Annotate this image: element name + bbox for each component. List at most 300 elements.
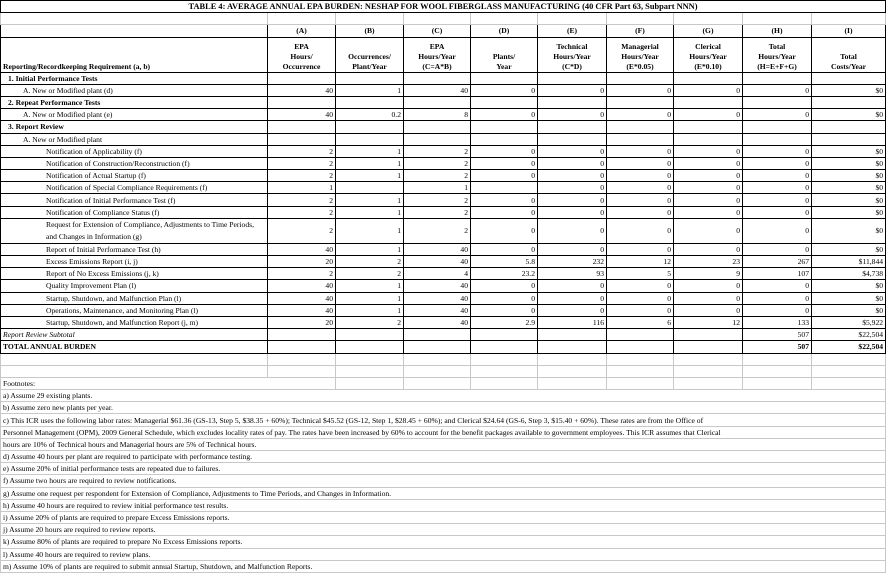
- column-header: [404, 37, 471, 72]
- footnote: Personnel Management (OPM), 2009 General Schedule, which excludes locality rates of pay. The rates have been increased by 60% to account for the benefit packages available to government employees. This ICR assumes that Clerical: [1, 426, 886, 438]
- value-cell: 0: [743, 218, 812, 243]
- row-label: Report of Initial Performance Test (h): [1, 243, 268, 255]
- value-cell: $22,504: [812, 329, 886, 341]
- footnote-row: [1, 390, 886, 402]
- footnote: e) Assume 20% of initial performance tests are repeated due to failures.: [1, 463, 886, 475]
- value-cell: 0: [471, 109, 538, 121]
- value-cell: 0: [743, 194, 812, 206]
- value-cell: 232: [538, 256, 607, 268]
- footnote-row: [1, 463, 886, 475]
- value-cell: 6: [607, 316, 674, 328]
- column-header-line: (C=A*B): [422, 61, 452, 71]
- column-letter: (H): [743, 25, 812, 37]
- value-cell: 1: [336, 304, 404, 316]
- value-cell: $5,922: [812, 316, 886, 328]
- footnote-row: [1, 548, 886, 560]
- row-label: Report Review Subtotal: [1, 329, 268, 341]
- value-cell: 0: [674, 243, 743, 255]
- column-header-line: Hours/Year: [553, 51, 591, 61]
- value-cell: 2: [336, 316, 404, 328]
- value-cell: $0: [812, 218, 886, 243]
- column-header: [336, 37, 404, 72]
- value-cell: 0: [607, 243, 674, 255]
- value-cell: 0: [538, 194, 607, 206]
- value-cell: [268, 96, 336, 108]
- value-cell: 2: [268, 206, 336, 218]
- row-label: Notification of Construction/Reconstruction (f): [1, 157, 268, 169]
- value-cell: 0: [471, 157, 538, 169]
- column-header-line: Hours/Year: [689, 51, 727, 61]
- value-cell: [471, 121, 538, 133]
- value-cell: 2: [404, 157, 471, 169]
- value-cell: $0: [812, 182, 886, 194]
- column-header-row: [1, 37, 886, 72]
- value-cell: 1: [336, 243, 404, 255]
- row-label: Notification of Initial Performance Test (f): [1, 194, 268, 206]
- footnote: k) Assume 80% of plants are required to prepare No Excess Emissions reports.: [1, 536, 886, 548]
- value-cell: [538, 96, 607, 108]
- value-cell: 40: [268, 243, 336, 255]
- value-cell: [538, 72, 607, 84]
- value-cell: 20: [268, 316, 336, 328]
- footnote-row: [1, 487, 886, 499]
- row-label: Notification of Special Compliance Requirements (f): [1, 182, 268, 194]
- value-cell: [674, 133, 743, 145]
- value-cell: 0: [607, 170, 674, 182]
- value-cell: 9: [674, 268, 743, 280]
- value-cell: 40: [404, 292, 471, 304]
- value-cell: $0: [812, 145, 886, 157]
- value-cell: [336, 121, 404, 133]
- table-row: [1, 256, 886, 268]
- table-row: [1, 243, 886, 255]
- value-cell: [471, 133, 538, 145]
- value-cell: 12: [674, 316, 743, 328]
- value-cell: 0: [674, 145, 743, 157]
- column-header-line: Hours/: [290, 51, 313, 61]
- column-letter: (F): [607, 25, 674, 37]
- footnote-row: [1, 475, 886, 487]
- value-cell: 40: [268, 292, 336, 304]
- value-cell: [607, 72, 674, 84]
- value-cell: 40: [404, 304, 471, 316]
- column-header-line: Technical: [556, 41, 588, 51]
- value-cell: $0: [812, 280, 886, 292]
- value-cell: 0: [674, 292, 743, 304]
- value-cell: 0: [743, 170, 812, 182]
- footnotes-title-row: [1, 377, 886, 389]
- footnote: g) Assume one request per respondent for Extension of Compliance, Adjustments to Time Periods, and Changes in Information.: [1, 487, 886, 499]
- row-label: A. New or Modified plant (e): [1, 109, 268, 121]
- value-cell: [404, 96, 471, 108]
- value-cell: $0: [812, 292, 886, 304]
- column-letter: (C): [404, 25, 471, 37]
- value-cell: 0: [743, 182, 812, 194]
- row-label: TOTAL ANNUAL BURDEN: [1, 341, 268, 353]
- column-header-line: Total: [840, 51, 857, 61]
- value-cell: 267: [743, 256, 812, 268]
- column-letter: (A): [268, 25, 336, 37]
- value-cell: [268, 121, 336, 133]
- value-cell: [607, 133, 674, 145]
- value-cell: 40: [268, 84, 336, 96]
- column-header-line: Managerial: [621, 41, 659, 51]
- value-cell: 0: [471, 280, 538, 292]
- value-cell: 507: [743, 329, 812, 341]
- value-cell: 0: [538, 84, 607, 96]
- value-cell: 0: [607, 84, 674, 96]
- value-cell: 23.2: [471, 268, 538, 280]
- column-letter: (G): [674, 25, 743, 37]
- value-cell: 0: [471, 170, 538, 182]
- value-cell: [404, 72, 471, 84]
- value-cell: 0: [471, 194, 538, 206]
- value-cell: 12: [607, 256, 674, 268]
- value-cell: [404, 121, 471, 133]
- table-row: [1, 206, 886, 218]
- value-cell: [336, 133, 404, 145]
- row-label: Notification of Applicability (f): [1, 145, 268, 157]
- value-cell: 0: [538, 280, 607, 292]
- value-cell: 40: [404, 316, 471, 328]
- value-cell: 0: [674, 280, 743, 292]
- value-cell: 507: [743, 341, 812, 353]
- column-header-line: [338, 42, 401, 52]
- value-cell: 40: [404, 280, 471, 292]
- footnotes-title: Footnotes:: [1, 377, 268, 389]
- value-cell: 0: [538, 206, 607, 218]
- value-cell: 0: [538, 145, 607, 157]
- footnote-row: [1, 511, 886, 523]
- value-cell: 0: [607, 304, 674, 316]
- footnote: j) Assume 20 hours are required to review reports.: [1, 524, 886, 536]
- table-row: [1, 292, 886, 304]
- value-cell: [471, 182, 538, 194]
- value-cell: 1: [336, 292, 404, 304]
- column-header-line: EPA: [294, 41, 309, 51]
- column-header: [471, 37, 538, 72]
- column-header-line: Year: [496, 61, 512, 71]
- column-header-line: [473, 42, 535, 52]
- value-cell: 2: [336, 268, 404, 280]
- column-header: [812, 37, 886, 72]
- row-label: A. New or Modified plant: [1, 133, 268, 145]
- value-cell: 1: [268, 182, 336, 194]
- value-cell: 2: [268, 218, 336, 243]
- value-cell: 0: [674, 109, 743, 121]
- value-cell: [743, 72, 812, 84]
- title-row: [1, 1, 886, 13]
- value-cell: 0: [607, 145, 674, 157]
- value-cell: 23: [674, 256, 743, 268]
- value-cell: [812, 72, 886, 84]
- value-cell: [336, 182, 404, 194]
- value-cell: 0: [674, 84, 743, 96]
- footnote-row: [1, 438, 886, 450]
- table-row: [1, 194, 886, 206]
- value-cell: 0: [674, 182, 743, 194]
- value-cell: [268, 341, 336, 353]
- section-row: [1, 96, 886, 108]
- value-cell: [674, 329, 743, 341]
- value-cell: [743, 121, 812, 133]
- footnote: b) Assume zero new plants per year.: [1, 402, 886, 414]
- footnote-row: [1, 560, 886, 572]
- column-header-line: Costs/Year: [831, 61, 867, 71]
- value-cell: 1: [336, 218, 404, 243]
- table-row: [1, 145, 886, 157]
- column-header-line: (C*D): [562, 61, 582, 71]
- value-cell: 0: [743, 109, 812, 121]
- value-cell: 2: [404, 194, 471, 206]
- value-cell: [538, 121, 607, 133]
- value-cell: 0: [538, 304, 607, 316]
- value-cell: 2: [268, 157, 336, 169]
- value-cell: 2: [268, 145, 336, 157]
- footnote-row: [1, 451, 886, 463]
- value-cell: $0: [812, 243, 886, 255]
- value-cell: [336, 96, 404, 108]
- column-header: [268, 37, 336, 72]
- section-label: 3. Report Review: [1, 121, 268, 133]
- value-cell: 0: [743, 145, 812, 157]
- value-cell: 0: [538, 170, 607, 182]
- value-cell: 116: [538, 316, 607, 328]
- footnote: d) Assume 40 hours per plant are required to participate with performance testing.: [1, 451, 886, 463]
- value-cell: [471, 72, 538, 84]
- value-cell: $0: [812, 304, 886, 316]
- footnote-row: [1, 402, 886, 414]
- value-cell: $0: [812, 206, 886, 218]
- row-label: Startup, Shutdown, and Malfunction Plan (l): [1, 292, 268, 304]
- value-cell: 0: [471, 243, 538, 255]
- section-row: [1, 121, 886, 133]
- value-cell: 0: [607, 157, 674, 169]
- footnote: c) This ICR uses the following labor rates: Managerial $61.36 (GS-13, Step 5, $38.35 + 60%); Technical $45.52 (GS-12, Step 1, $28.45 + 60%); and Clerical $24.64 (GS-6, Step 3, $15.40 + 60%). These rates are from the Office of: [1, 414, 886, 426]
- value-cell: $0: [812, 109, 886, 121]
- value-cell: 0: [607, 194, 674, 206]
- value-cell: $11,844: [812, 256, 886, 268]
- footnote-row: [1, 414, 886, 426]
- value-cell: 0: [538, 157, 607, 169]
- value-cell: $22,504: [812, 341, 886, 353]
- row-label: Quality Improvement Plan (l): [1, 280, 268, 292]
- value-cell: 0: [743, 280, 812, 292]
- value-cell: 0: [607, 206, 674, 218]
- value-cell: 0: [538, 292, 607, 304]
- value-cell: 1: [404, 182, 471, 194]
- value-cell: $0: [812, 194, 886, 206]
- value-cell: 0: [743, 84, 812, 96]
- value-cell: 40: [404, 84, 471, 96]
- value-cell: 1: [336, 206, 404, 218]
- column-header-line: (H=E+F+G): [757, 61, 797, 71]
- value-cell: 93: [538, 268, 607, 280]
- value-cell: 40: [268, 280, 336, 292]
- footnote-row: [1, 524, 886, 536]
- value-cell: 0: [538, 218, 607, 243]
- value-cell: [268, 133, 336, 145]
- column-header: [538, 37, 607, 72]
- value-cell: [404, 341, 471, 353]
- column-header-line: Hours/Year: [621, 51, 659, 61]
- value-cell: [471, 341, 538, 353]
- value-cell: 0.2: [336, 109, 404, 121]
- value-cell: 1: [336, 157, 404, 169]
- table-row: [1, 304, 886, 316]
- footnote: m) Assume 10% of plants are required to submit annual Startup, Shutdown, and Malfunction Reports.: [1, 560, 886, 572]
- value-cell: [336, 329, 404, 341]
- value-cell: [812, 133, 886, 145]
- table-row: [1, 182, 886, 194]
- row-label: Notification of Compliance Status (f): [1, 206, 268, 218]
- value-cell: [674, 121, 743, 133]
- column-header-line: Clerical: [695, 41, 721, 51]
- value-cell: $0: [812, 170, 886, 182]
- value-cell: $0: [812, 157, 886, 169]
- column-header: [674, 37, 743, 72]
- value-cell: 40: [268, 109, 336, 121]
- value-cell: 5.8: [471, 256, 538, 268]
- row-label: A. New or Modified plant (d): [1, 84, 268, 96]
- column-header-line: Hours/Year: [758, 51, 796, 61]
- footnote: hours are 10% of Technical hours and Managerial hours are 5% of Technical hours.: [1, 438, 886, 450]
- footnote-row: [1, 536, 886, 548]
- value-cell: 0: [743, 243, 812, 255]
- value-cell: [336, 341, 404, 353]
- column-letter: (D): [471, 25, 538, 37]
- value-cell: [812, 96, 886, 108]
- column-header: [743, 37, 812, 72]
- value-cell: 0: [743, 304, 812, 316]
- table-row: [1, 218, 886, 243]
- value-cell: 40: [404, 256, 471, 268]
- value-cell: 133: [743, 316, 812, 328]
- value-cell: 5: [607, 268, 674, 280]
- value-cell: 0: [674, 304, 743, 316]
- value-cell: [471, 96, 538, 108]
- value-cell: 107: [743, 268, 812, 280]
- footnote: a) Assume 29 existing plants.: [1, 390, 886, 402]
- blank-cell: [1, 25, 268, 37]
- value-cell: [538, 329, 607, 341]
- value-cell: $4,738: [812, 268, 886, 280]
- column-header-line: Hours/Year: [418, 51, 456, 61]
- value-cell: 0: [743, 157, 812, 169]
- value-cell: 0: [743, 292, 812, 304]
- column-letters-row: [1, 25, 886, 37]
- value-cell: 2: [268, 170, 336, 182]
- value-cell: [674, 341, 743, 353]
- value-cell: 1: [336, 145, 404, 157]
- value-cell: 0: [674, 218, 743, 243]
- value-cell: 0: [471, 218, 538, 243]
- column-letter: (I): [812, 25, 886, 37]
- value-cell: [607, 96, 674, 108]
- table-row: [1, 157, 886, 169]
- value-cell: 1: [336, 280, 404, 292]
- value-cell: 0: [607, 109, 674, 121]
- subtotal-row: [1, 329, 886, 341]
- value-cell: [607, 121, 674, 133]
- value-cell: 2: [268, 268, 336, 280]
- value-cell: 40: [404, 243, 471, 255]
- table-row: [1, 133, 886, 145]
- value-cell: [538, 133, 607, 145]
- value-cell: [336, 72, 404, 84]
- value-cell: $0: [812, 84, 886, 96]
- value-cell: [404, 329, 471, 341]
- row-label: Excess Emissions Report (i, j): [1, 256, 268, 268]
- value-cell: [674, 72, 743, 84]
- value-cell: [743, 133, 812, 145]
- value-cell: 4: [404, 268, 471, 280]
- column-header-line: [814, 42, 883, 52]
- value-cell: 2: [404, 145, 471, 157]
- value-cell: 20: [268, 256, 336, 268]
- table-title: TABLE 4: AVERAGE ANNUAL EPA BURDEN: NESHAP FOR WOOL FIBERGLASS MANUFACTURING (40 CFR Part 63, Subpart NNN): [1, 1, 886, 13]
- column-header: [607, 37, 674, 72]
- value-cell: [674, 96, 743, 108]
- table-row: [1, 109, 886, 121]
- footnote: l) Assume 40 hours are required to review plans.: [1, 548, 886, 560]
- value-cell: 0: [471, 304, 538, 316]
- value-cell: 0: [538, 109, 607, 121]
- table-row: [1, 170, 886, 182]
- table-row: [1, 280, 886, 292]
- table-row: [1, 316, 886, 328]
- value-cell: [268, 72, 336, 84]
- value-cell: 40: [268, 304, 336, 316]
- value-cell: 0: [674, 206, 743, 218]
- value-cell: [268, 329, 336, 341]
- column-letter: (B): [336, 25, 404, 37]
- column-letter: (E): [538, 25, 607, 37]
- value-cell: 0: [674, 194, 743, 206]
- value-cell: 2: [268, 194, 336, 206]
- requirement-column-header: Reporting/Recordkeeping Requirement (a, b): [1, 37, 268, 72]
- value-cell: 0: [538, 243, 607, 255]
- value-cell: [812, 121, 886, 133]
- row-label: Report of No Excess Emissions (j, k): [1, 268, 268, 280]
- value-cell: 0: [538, 182, 607, 194]
- column-header-line: Occurrence: [282, 61, 321, 71]
- section-label: 2. Repeat Performance Tests: [1, 96, 268, 108]
- value-cell: [743, 96, 812, 108]
- value-cell: 1: [336, 194, 404, 206]
- table-row: [1, 84, 886, 96]
- row-label: Startup, Shutdown, and Malfunction Report (j, m): [1, 316, 268, 328]
- value-cell: [538, 341, 607, 353]
- footnote: h) Assume 40 hours are required to review initial performance test results.: [1, 499, 886, 511]
- value-cell: 1: [336, 170, 404, 182]
- value-cell: 0: [471, 206, 538, 218]
- column-header-line: (E*0.10): [694, 61, 722, 71]
- footnote-row: [1, 499, 886, 511]
- footnote-row: [1, 426, 886, 438]
- spacer-row: [1, 13, 886, 25]
- value-cell: 0: [743, 206, 812, 218]
- value-cell: 0: [471, 292, 538, 304]
- value-cell: 0: [471, 84, 538, 96]
- row-label: Operations, Maintenance, and Monitoring Plan (l): [1, 304, 268, 316]
- value-cell: 2: [404, 206, 471, 218]
- value-cell: 1: [336, 84, 404, 96]
- column-header-line: Plant/Year: [352, 61, 387, 71]
- footnote: i) Assume 20% of plants are required to prepare Excess Emissions reports.: [1, 511, 886, 523]
- column-header-line: Plants/: [492, 51, 516, 61]
- total-row: [1, 341, 886, 353]
